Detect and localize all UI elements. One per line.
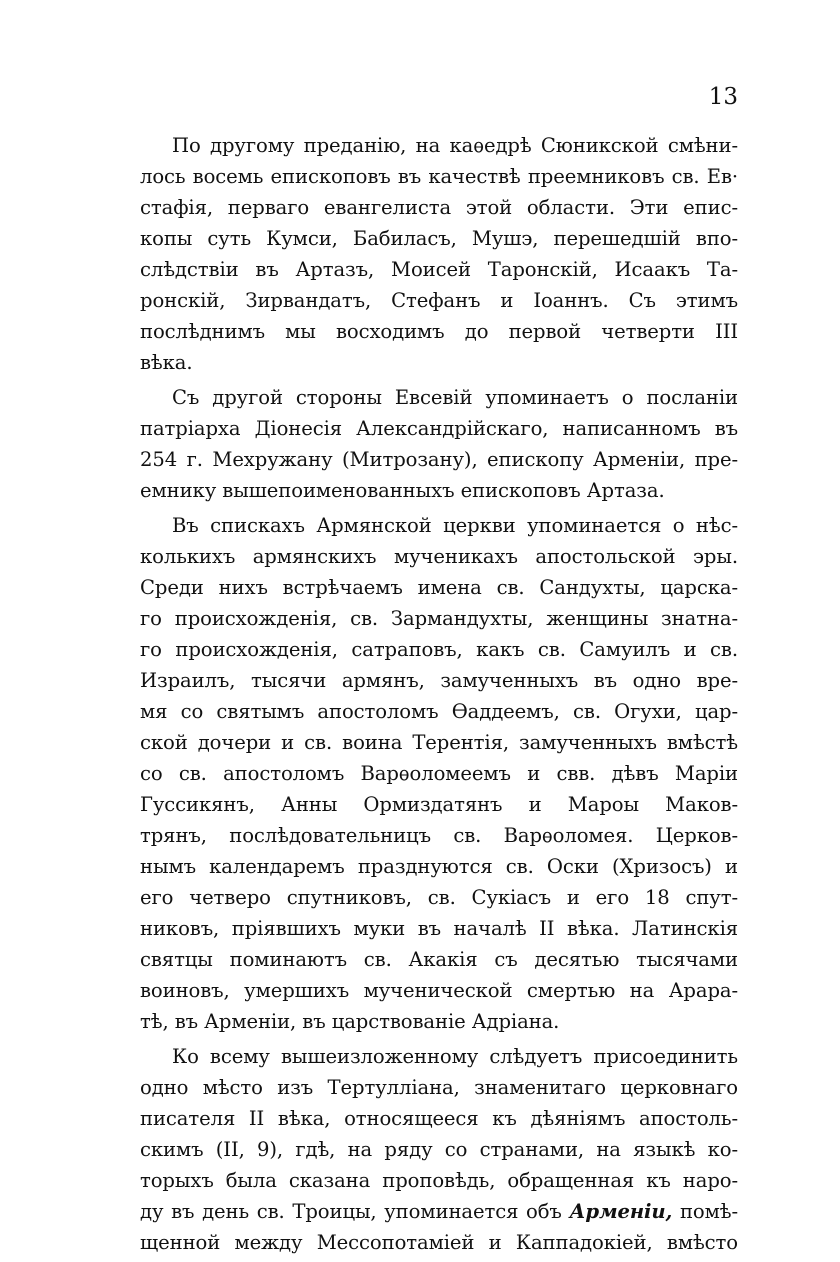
text-line: вѣка. [140,351,193,374]
text-line: слѣдствіи въ Артазъ, Моисей Таронскій, Исаакъ Та- [140,258,738,281]
text-line: скимъ (II, 9), гдѣ, на ряду со странами, на языкѣ ко- [140,1138,738,1161]
text-line: одно мѣсто изъ Тертулліана, знаменитаго церковнаго [140,1076,738,1099]
text-line: святцы поминаютъ св. Акакія съ десятью тысячами [140,948,738,971]
text-line: воиновъ, умершихъ мученической смертью на Арара- [140,979,738,1002]
text-line: щенной между Мессопотаміей и Каппадокіей, вмѣсто [140,1231,738,1254]
body-text [140,130,738,1262]
text-line: го происхожденія, св. Зармандухты, женщины знатна- [140,607,738,630]
text-line: никовъ, пріявшихъ муки въ началѣ II вѣка. Латинскія [140,917,738,940]
text-line-with-emphasis [140,1196,738,1227]
text-line: Среди нихъ встрѣчаемъ имена св. Сандухты, царска- [140,576,738,599]
text-line: послѣднимъ мы восходимъ до первой четверти III [140,320,738,343]
text-line: нымъ календаремъ празднуются св. Оски (Хризосъ) и [140,855,738,878]
text-line: писателя II вѣка, относящееся къ дѣяніямъ апостоль- [140,1107,738,1130]
text-line: копы суть Кумси, Бабиласъ, Мушэ, перешедшій впо- [140,227,738,250]
text-line: емнику вышепоименованныхъ епископовъ Артаза. [140,479,665,502]
text-line: ронскій, Зирвандатъ, Стефанъ и Іоаннъ. Съ этимъ [140,289,738,312]
text-line: его четверо спутниковъ, св. Сукіасъ и его 18 спут- [140,886,738,909]
paragraph-1 [140,130,738,378]
text-line: Ко всему вышеизложенному слѣдуетъ присоединить [172,1045,738,1068]
text-line: со св. апостоломъ Варѳоломеемъ и свв. дѣвъ Маріи [140,762,738,785]
page-number: 13 [708,84,738,110]
text-line: Въ спискахъ Армянской церкви упоминается о нѣс- [172,514,738,537]
paragraph-3 [140,510,738,1037]
text-line: торыхъ была сказана проповѣдь, обращенная къ наро- [140,1169,738,1192]
text-line: тѣ, въ Арменіи, въ царствованіе Адріана. [140,1010,560,1033]
text-line: трянъ, послѣдовательницъ св. Варѳоломея. Церков- [140,824,738,847]
text-line: ской дочери и св. воина Терентія, замученныхъ вмѣстѣ [140,731,738,754]
text-line: Гуссикянъ, Анны Ормиздатянъ и Мароы Маков- [140,793,738,816]
text-line: го происхожденія, сатраповъ, какъ св. Самуилъ и св. [140,638,738,661]
text-line: лось восемь епископовъ въ качествѣ преемниковъ св. Ев· [140,165,738,188]
paragraph-4 [140,1041,738,1258]
paragraph-2 [140,382,738,506]
text-line-start: ду въ день св. Троицы, упоминается объ [140,1200,562,1223]
text-line: 254 г. Мехружану (Митрозану), епископу Арменіи, пре- [140,448,738,471]
text-line: По другому преданію, на каѳедрѣ Сюникской смѣни- [172,134,738,157]
emphasized-word: Арменіи, [569,1200,673,1223]
text-line: мя со святымъ апостоломъ Ѳаддеемъ, св. Огухи, цар- [140,700,738,723]
text-line: патріарха Діонесія Александрійскаго, написанномъ въ [140,417,738,440]
text-line: стафія, перваго евангелиста этой области. Эти епис- [140,196,738,219]
text-line: Съ другой стороны Евсевій упоминаетъ о посланіи [172,386,738,409]
text-line-end: помѣ- [672,1200,738,1223]
text-line: колькихъ армянскихъ мученикахъ апостольской эры. [140,545,738,568]
text-line: Израилъ, тысячи армянъ, замученныхъ въ одно вре- [140,669,738,692]
